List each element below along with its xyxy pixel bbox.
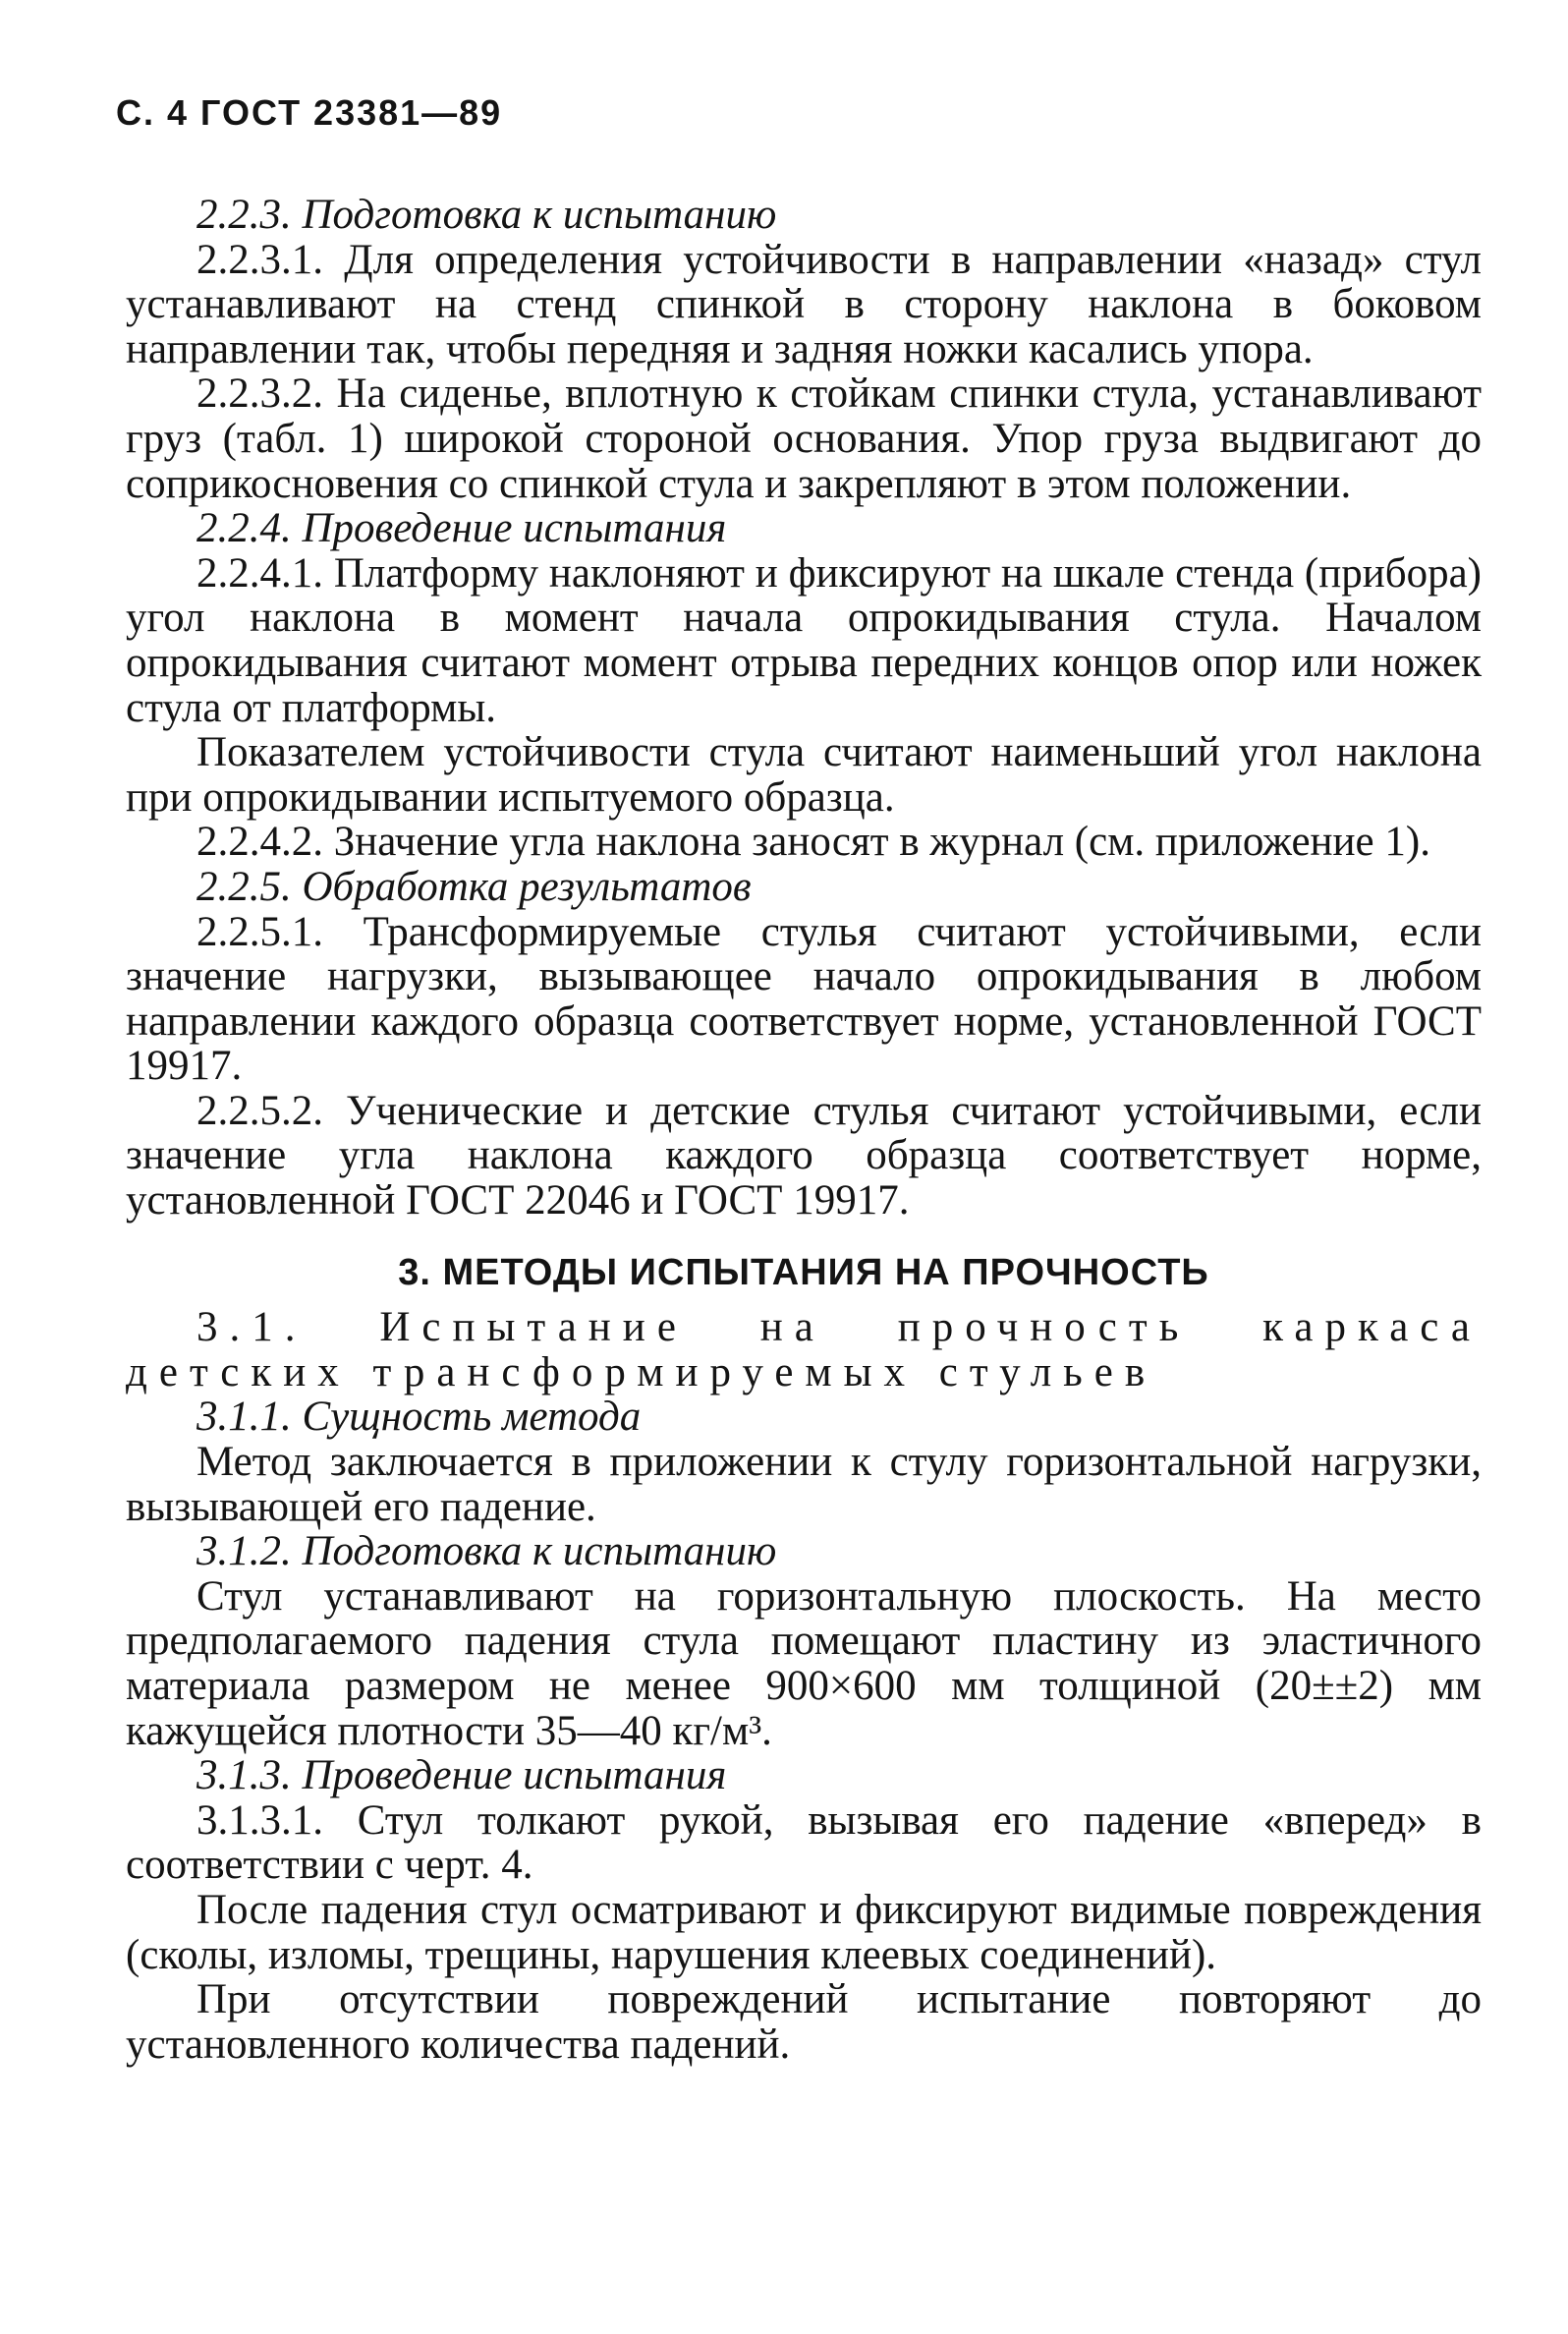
paragraph: Стул устанавливают на горизонтальную плоскость. На место предполагаемого падения стула помещают пластину из эластичного материала размером не менее 900×600 мм толщиной (20±±2) мм кажущейся плотности 35—40 кг/м³. bbox=[126, 1572, 1482, 1754]
section-title: 3. МЕТОДЫ ИСПЫТАНИЯ НА ПРОЧНОСТЬ bbox=[398, 1251, 1209, 1293]
paragraph: После падения стул осматривают и фиксируют видимые повреждения (сколы, изломы, трещины, нарушения клеевых соединений). bbox=[126, 1886, 1482, 1978]
paragraph: 2.2.4.1. Платформу наклоняют и фиксируют на шкале стенда (прибора) угол наклона в момент начала опрокидывания стула. Началом опрокидывания считают момент отрыва передних концов опор или ножек стула от платформы. bbox=[126, 549, 1482, 731]
paragraph: Показателем устойчивости стула считают наименьший угол наклона при опрокидывании испытуемого образца. bbox=[126, 729, 1482, 821]
paragraph: 2.2.3.1. Для определения устойчивости в направлении «назад» стул устанавливают на стенд спинкой в сторону наклона в боковом направлении так, чтобы передняя и задняя ножки касались упора. bbox=[126, 236, 1482, 372]
subsection-heading: 3.1.1. Сущность метода bbox=[196, 1394, 642, 1441]
paragraph: При отсутствии повреждений испытание повторяют до установленного количества падений. bbox=[126, 1976, 1482, 2068]
paragraph: 2.2.4.2. Значение угла наклона заносят в журнал (см. приложение 1). bbox=[196, 819, 1430, 866]
subsection-heading: 2.2.4. Проведение испытания bbox=[196, 505, 727, 552]
paragraph: 3.1.3.1. Стул толкают рукой, вызывая его падение «вперед» в соответствии с черт. 4. bbox=[126, 1796, 1482, 1889]
subsection-heading: 2.2.3. Подготовка к испытанию bbox=[196, 192, 777, 238]
document-body bbox=[126, 193, 1482, 2067]
paragraph: Метод заключается в приложении к стулу горизонтальной нагрузки, вызывающей его падение. bbox=[126, 1439, 1482, 1530]
paragraph: 2.2.5.1. Трансформируемые стулья считают устойчивыми, если значение нагрузки, вызывающее начало опрокидывания в любом направлении каждого образца соответствует норме, установленной ГОСТ 19917. bbox=[126, 908, 1482, 1090]
paragraph: 3.1. Испытание на прочность каркаса детских трансформируемых стульев bbox=[126, 1304, 1482, 1395]
subsection-heading: 3.1.2. Подготовка к испытанию bbox=[196, 1528, 777, 1575]
subsection-heading: 2.2.5. Обработка результатов bbox=[196, 863, 752, 910]
subsection-heading: 3.1.3. Проведение испытания bbox=[196, 1752, 727, 1799]
paragraph: 2.2.3.2. На сиденье, вплотную к стойкам спинки стула, устанавливают груз (табл. 1) широкой стороной основания. Упор груза выдвигают до соприкосновения со спинкой стула и закрепляют в этом положении. bbox=[126, 370, 1482, 507]
page-header: С. 4 ГОСТ 23381—89 bbox=[116, 92, 503, 133]
paragraph: 2.2.5.2. Ученические и детские стулья считают устойчивыми, если значение угла наклона каждого образца соответствует норме, установленной ГОСТ 22046 и ГОСТ 19917. bbox=[126, 1087, 1482, 1224]
